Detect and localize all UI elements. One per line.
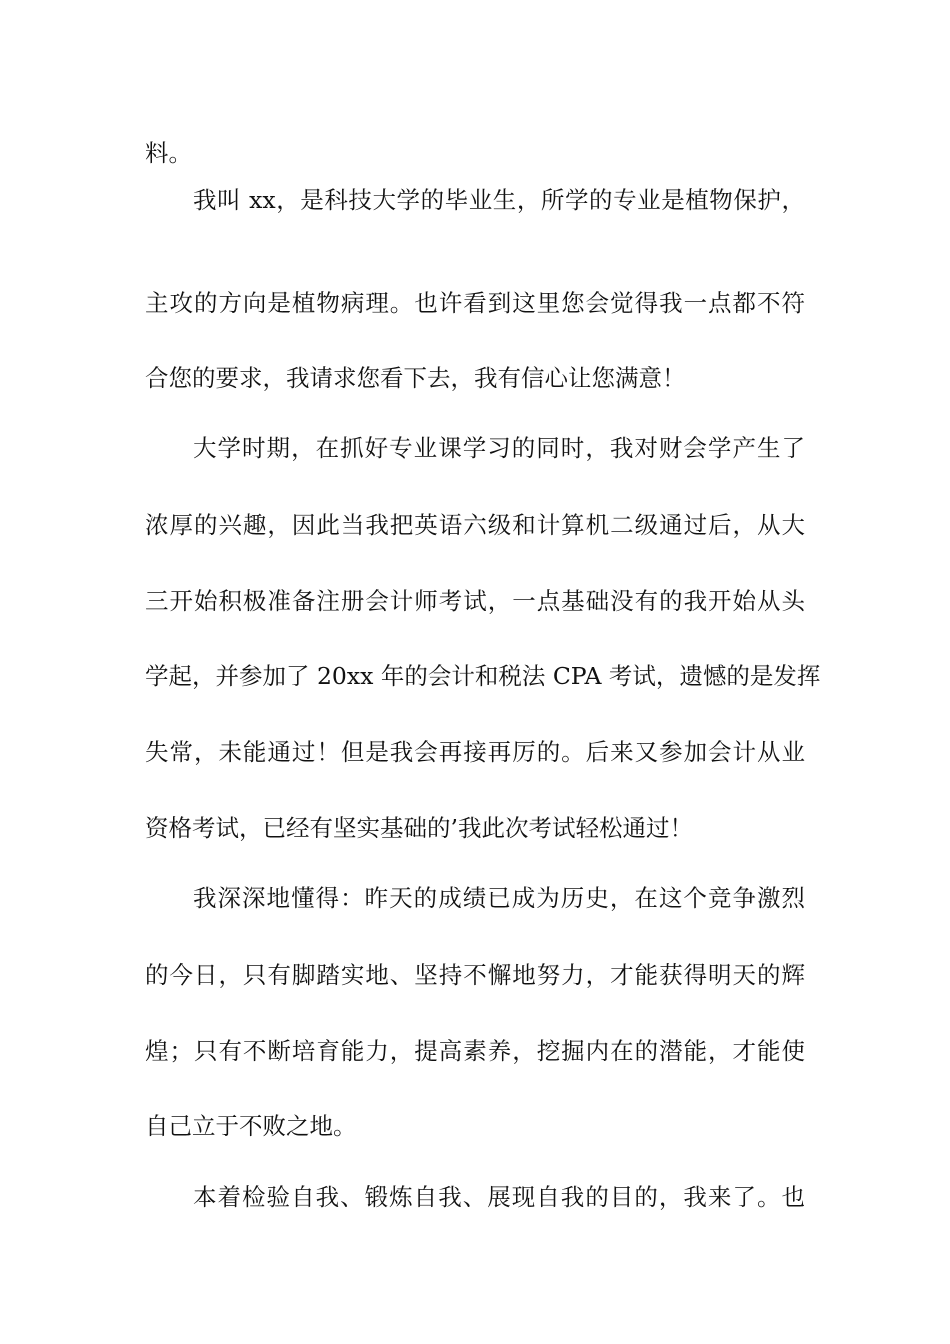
text-line: 煌；只有不断培育能力，提高素养，挖掘内在的潜能，才能使	[145, 1037, 805, 1065]
paragraph-first-line: 大学时期，在抓好专业课学习的同时，我对财会学产生了	[193, 434, 805, 462]
text-line: 资格考试，已经有坚实基础的’我此次考试轻松通过！	[145, 814, 693, 842]
text-line: 合您的要求，我请求您看下去，我有信心让您满意！	[145, 364, 686, 392]
text-line: 三开始积极准备注册会计师考试，一点基础没有的我开始从头	[145, 587, 805, 615]
paragraph-first-line: 本着检验自我、锻炼自我、展现自我的目的，我来了。也	[193, 1183, 805, 1211]
text-line: 自己立于不败之地。	[145, 1112, 357, 1140]
text-line: 的今日，只有脚踏实地、坚持不懈地努力，才能获得明天的辉	[145, 961, 805, 989]
text-line: 失常，未能通过！但是我会再接再厉的。后来又参加会计从业	[145, 738, 805, 766]
paragraph-first-line: 我深深地懂得：昨天的成绩已成为历史，在这个竞争激烈	[193, 884, 805, 912]
text-line: 主攻的方向是植物病理。也许看到这里您会觉得我一点都不符	[145, 289, 805, 317]
text-line: 学起，并参加了 20xx 年的会计和税法 CPA 考试，遗憾的是发挥	[145, 662, 821, 690]
text-line: 料。	[145, 139, 192, 167]
text-line: 浓厚的兴趣，因此当我把英语六级和计算机二级通过后，从大	[145, 511, 805, 539]
paragraph-first-line: 我叫 xx，是科技大学的毕业生，所学的专业是植物保护，	[193, 186, 805, 214]
